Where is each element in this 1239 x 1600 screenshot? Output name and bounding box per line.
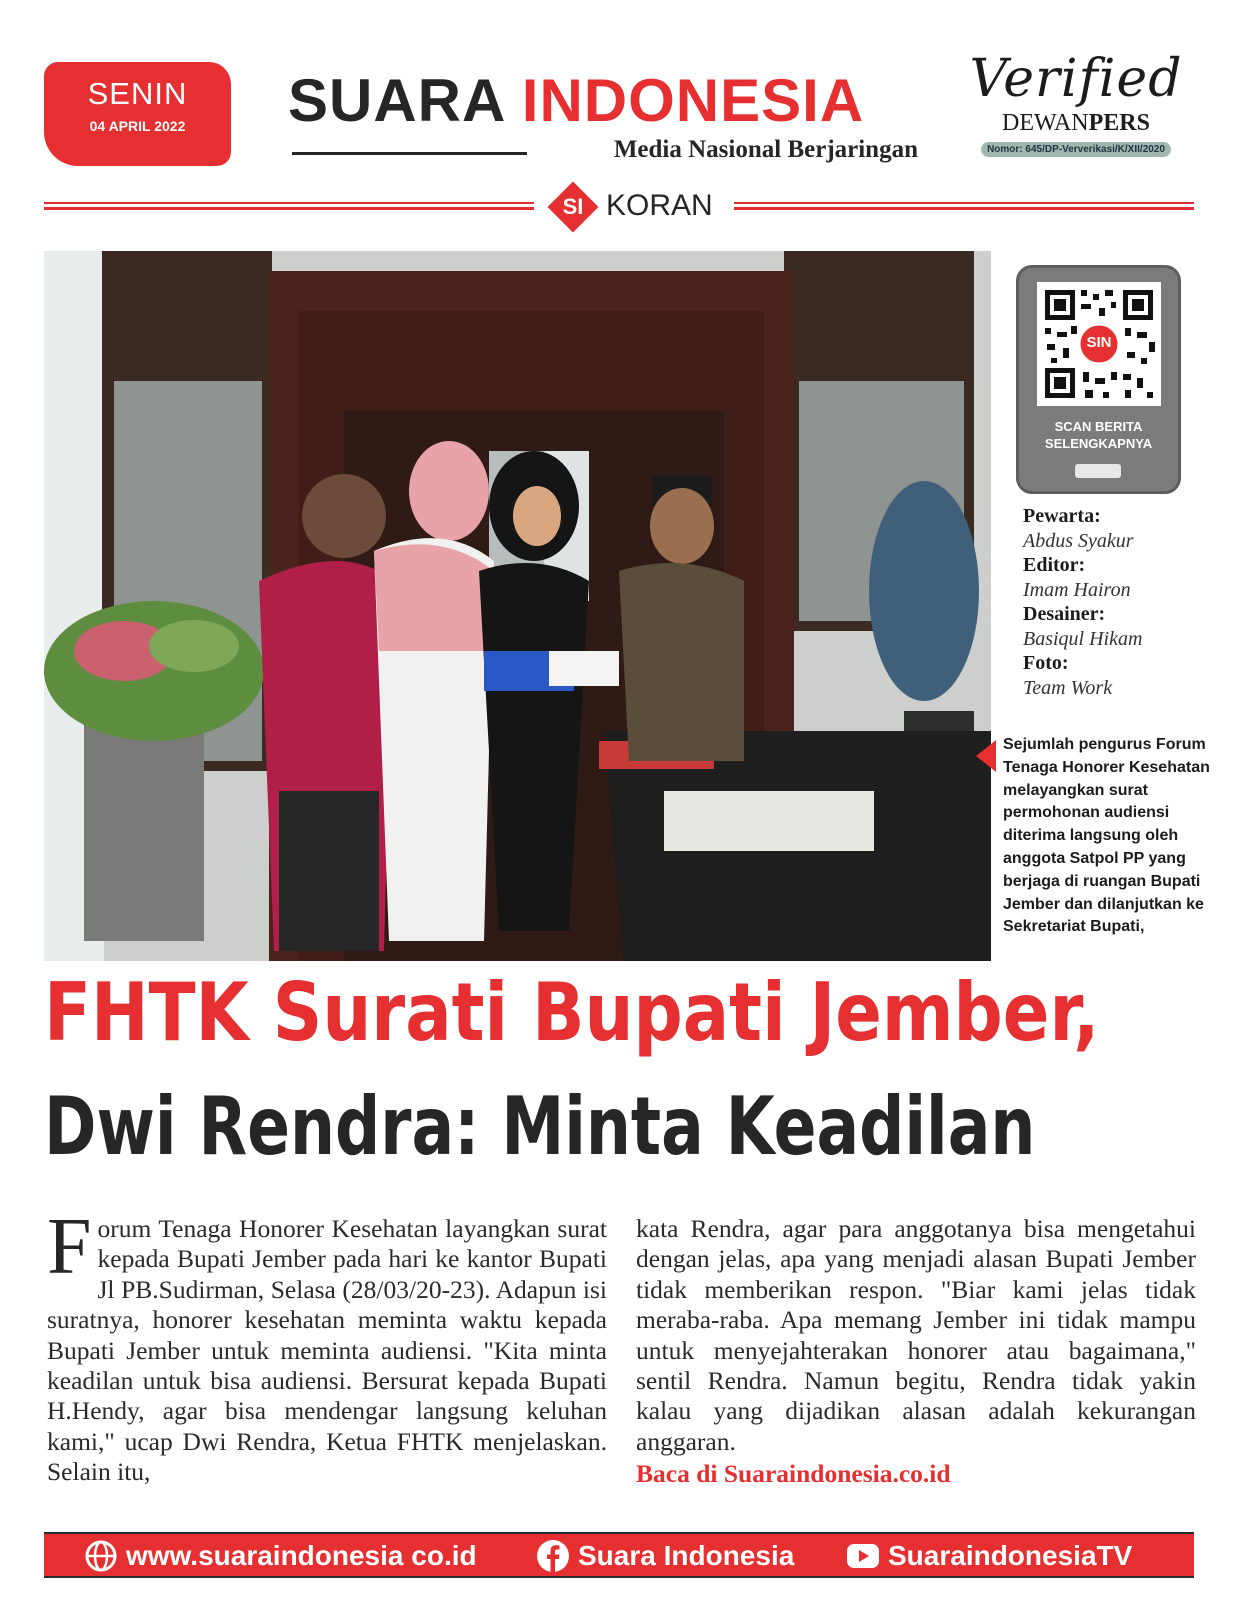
dewan-label: DEWAN	[1001, 110, 1089, 136]
credit-name: Team Work	[1023, 676, 1113, 699]
scan-line2: SELENGKAPNYA	[1044, 436, 1153, 451]
facebook-icon	[536, 1539, 570, 1573]
verified-dewan-pers-badge	[958, 48, 1194, 157]
headline-line2: Dwi Rendra: Minta Keadilan	[44, 1080, 1036, 1173]
registration-number: Nomor: 645/DP-Ververikasi/K/XII/2020	[981, 142, 1171, 157]
footer-facebook-link[interactable]	[536, 1540, 794, 1573]
divider-line-left	[44, 202, 534, 210]
pers-label: PERS	[1088, 110, 1150, 136]
credit-role: Desainer:	[1023, 603, 1106, 625]
brand-name-part2: INDONESIA	[521, 67, 865, 134]
footer-website-text: www.suaraindonesia co.id	[126, 1540, 477, 1571]
footer-website-link[interactable]	[84, 1540, 477, 1573]
credit-role: Editor:	[1023, 554, 1086, 576]
caption-arrow-icon	[976, 740, 996, 772]
brand-name-part1: SUARA	[288, 67, 505, 134]
footer-facebook-text: Suara Indonesia	[578, 1540, 795, 1571]
si-logo	[548, 182, 598, 232]
section-label: KORAN	[606, 189, 713, 222]
verified-script: Verified	[969, 49, 1183, 109]
divider-line-right	[734, 202, 1194, 210]
credit-name: Abdus Syakur	[1023, 529, 1134, 552]
dewan-pers-label	[958, 110, 1194, 136]
qr-code[interactable]	[1037, 282, 1161, 406]
date-badge	[44, 62, 231, 166]
read-more-link[interactable]: Baca di Suaraindonesia.co.id	[636, 1459, 951, 1489]
masthead	[288, 67, 948, 166]
qr-panel-pill	[1075, 464, 1121, 478]
article-text-1: orum Tenaga Honorer Kesehatan layangkan surat kepada Bupati Jember pada hari ke kantor Bupati Jl PB.Sudirman, Selasa (28/03/20-23). Adapun isi suratnya, honorer kesehatan meminta waktu kepada Bupati Jember untuk meminta audiensi. "Kita minta keadilan untuk bisa audiensi. Bersurat kepada Bupati H.Hendy, agar bisa mendengar langsung keluhan kami," ucap Dwi Rendra, Ketua FHTK menjelaskan. Selain itu,	[47, 1214, 607, 1487]
qr-logo-text: SIN	[1086, 334, 1112, 351]
news-photo	[44, 251, 991, 961]
article-column-2	[636, 1214, 1196, 1490]
credit-role: Foto:	[1023, 652, 1069, 674]
credit-name: Basiqul Hikam	[1023, 627, 1143, 650]
date-label: 04 APRIL 2022	[89, 118, 186, 134]
article-column-1	[47, 1203, 607, 1488]
brand-name	[288, 67, 948, 134]
tagline: Media Nasional Berjaringan	[613, 136, 918, 163]
globe-icon	[84, 1539, 118, 1573]
footer-youtube-link[interactable]	[846, 1540, 1132, 1572]
scan-line1: SCAN BERITA	[1054, 419, 1143, 434]
headline-line1: FHTK Surati Bupati Jember,	[44, 966, 1100, 1059]
youtube-icon	[846, 1542, 880, 1570]
footer-youtube-text: SuaraindonesiaTV	[888, 1540, 1133, 1571]
photo-caption: Sejumlah pengurus Forum Tenaga Honorer Kesehatan melayangkan surat permohonan audiensi diterima langsung oleh anggota Satpol PP yang berjaga di ruangan Bupati Jember dan dilanjutkan ke Sekretariat Bupati,	[1003, 736, 1210, 936]
si-logo-text: SI	[562, 194, 584, 219]
day-label: SENIN	[87, 76, 188, 111]
drop-cap: F	[47, 1203, 92, 1291]
qr-code-panel[interactable]	[1016, 265, 1181, 494]
credit-name: Imam Hairon	[1023, 578, 1131, 601]
credits	[1023, 504, 1213, 700]
article-text-2: kata Rendra, agar para anggotanya bisa mengetahui dengan jelas, apa yang menjadi alasan Bupati Jember tidak memberikan respon. "Biar kami jelas tidak meraba-raba. Apa memang Jember ini tidak mampu untuk menyejahterakan honorer atau bagaimana," sentil Rendra. Namun begitu, Rendra tidak yakin kalau yang dijadikan alasan adalah kekurangan anggaran.	[636, 1214, 1196, 1456]
credit-role: Pewarta:	[1023, 505, 1101, 527]
section-divider	[44, 188, 1194, 228]
scan-instructions	[1019, 418, 1178, 452]
tagline-rule	[292, 152, 527, 155]
footer-bar	[44, 1532, 1194, 1578]
